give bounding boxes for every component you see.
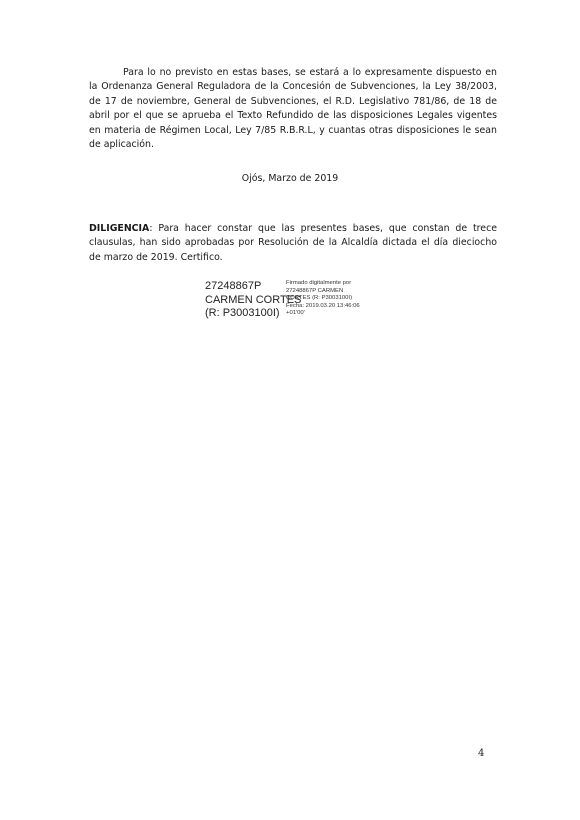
digital-signature-details bbox=[286, 280, 360, 318]
diligencia-label: DILIGENCIA bbox=[89, 223, 150, 234]
signature-detail-line: +01'00' bbox=[286, 310, 305, 317]
signature-detail-line: 27248867P CARMEN bbox=[286, 287, 344, 294]
place-date-line: Ojós, Marzo de 2019 bbox=[241, 173, 339, 184]
diligencia-text: : Para hacer constar que las presentes bases, que constan de trece clausulas, han sido aprobadas por Resolución de la Alcaldía dictada el día dieciocho de marzo de 2019. Certifico. bbox=[89, 223, 497, 263]
closing-paragraph: Para lo no previsto en estas bases, se estará a lo expresamente dispuesto en la Ordenanza General Reguladora de la Concesión de Subvenciones, la Ley 38/2003, de 17 de noviembre, General de Subvenciones, el R.D. Legislativo 781/86, de 18 de abril por el que se aprueba el Texto Refundido de las disposiciones Legales vigentes en materia de Régimen Local, Ley 7/85 R.B.R.L, y cuantas otras disposiciones le sean de aplicación. bbox=[89, 67, 497, 151]
signature-detail-line: Firmado digitalmente por bbox=[286, 280, 352, 286]
signature-name: CARMEN CORTES bbox=[205, 293, 302, 306]
page-number: 4 bbox=[478, 748, 485, 759]
signature-id: 27248867P bbox=[205, 280, 262, 292]
signature-detail-line: Fecha: 2019.03.20 13:46:06 bbox=[286, 302, 360, 309]
diligencia-paragraph bbox=[89, 222, 497, 265]
signature-detail-line: CORTES (R: P3003100I) bbox=[286, 295, 353, 302]
signature-code: (R: P3003100I) bbox=[205, 307, 280, 319]
